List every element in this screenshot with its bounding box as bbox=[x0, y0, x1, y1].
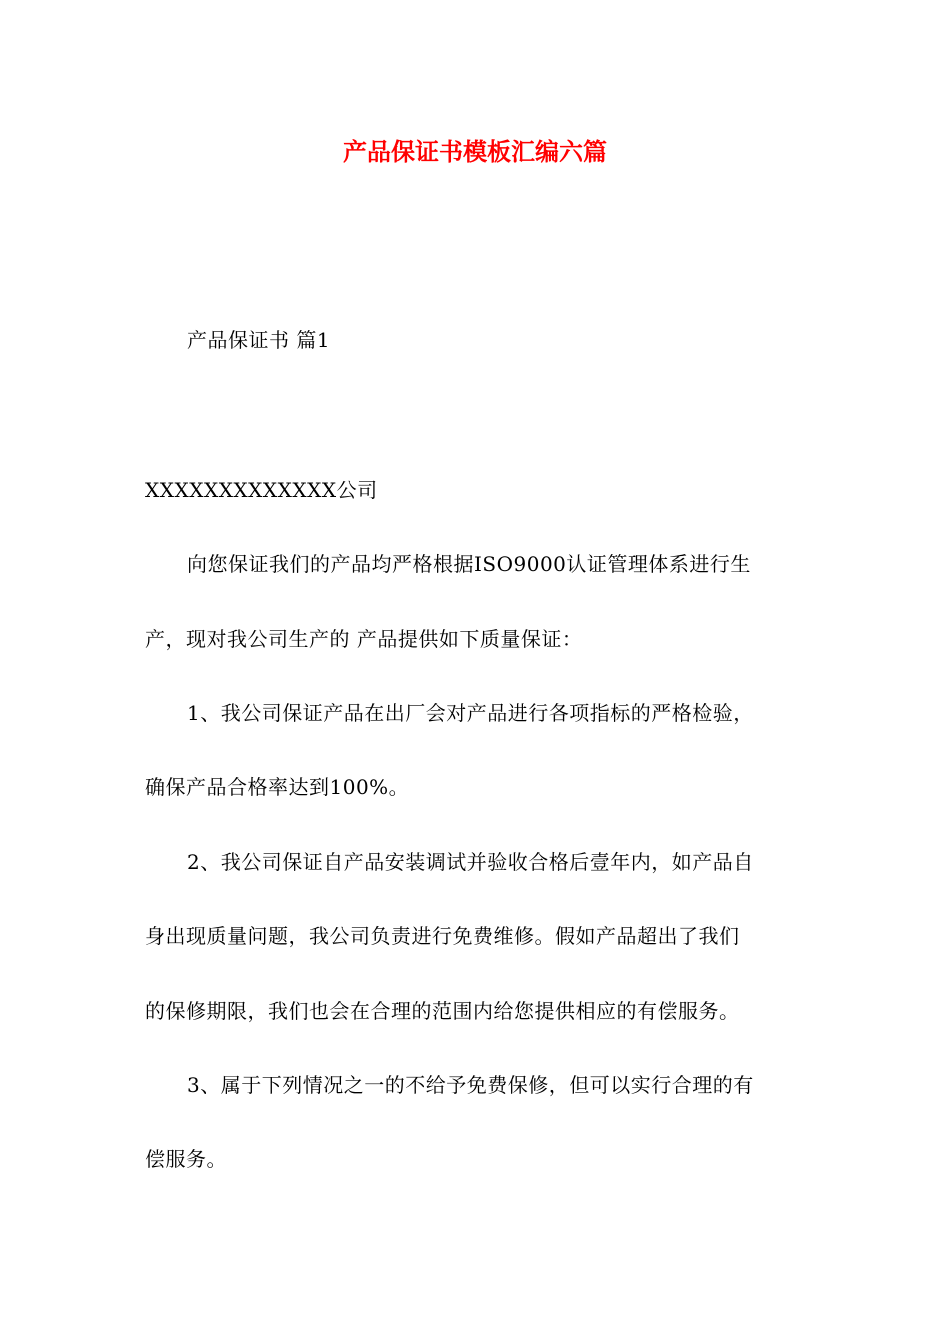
paragraph-line-2: 产，现对我公司生产的 产品提供如下质量保证： bbox=[145, 627, 583, 651]
document-title: 产品保证书模板汇编六篇 bbox=[343, 137, 607, 166]
paragraph-line-3: 1、我公司保证产品在出厂会对产品进行各项指标的严格检验， bbox=[187, 701, 754, 725]
paragraph-line-7: 的保修期限，我们也会在合理的范围内给您提供相应的有偿服务。 bbox=[145, 999, 740, 1023]
paragraph-line-8: 3、属于下列情况之一的不给予免费保修，但可以实行合理的有 bbox=[187, 1073, 754, 1097]
paragraph-line-1: 向您保证我们的产品均严格根据ISO9000认证管理体系进行生 bbox=[187, 552, 751, 576]
paragraph-line-9: 偿服务。 bbox=[145, 1147, 227, 1171]
section-heading: 产品保证书 篇1 bbox=[187, 328, 331, 352]
paragraph-line-4: 确保产品合格率达到100%。 bbox=[145, 775, 410, 799]
paragraph-line-6: 身出现质量问题，我公司负责进行免费维修。假如产品超出了我们 bbox=[145, 924, 740, 948]
addressee: XXXXXXXXXXXXX公司 bbox=[145, 478, 378, 502]
paragraph-line-5: 2、我公司保证自产品安装调试并验收合格后壹年内，如产品自 bbox=[187, 850, 754, 874]
